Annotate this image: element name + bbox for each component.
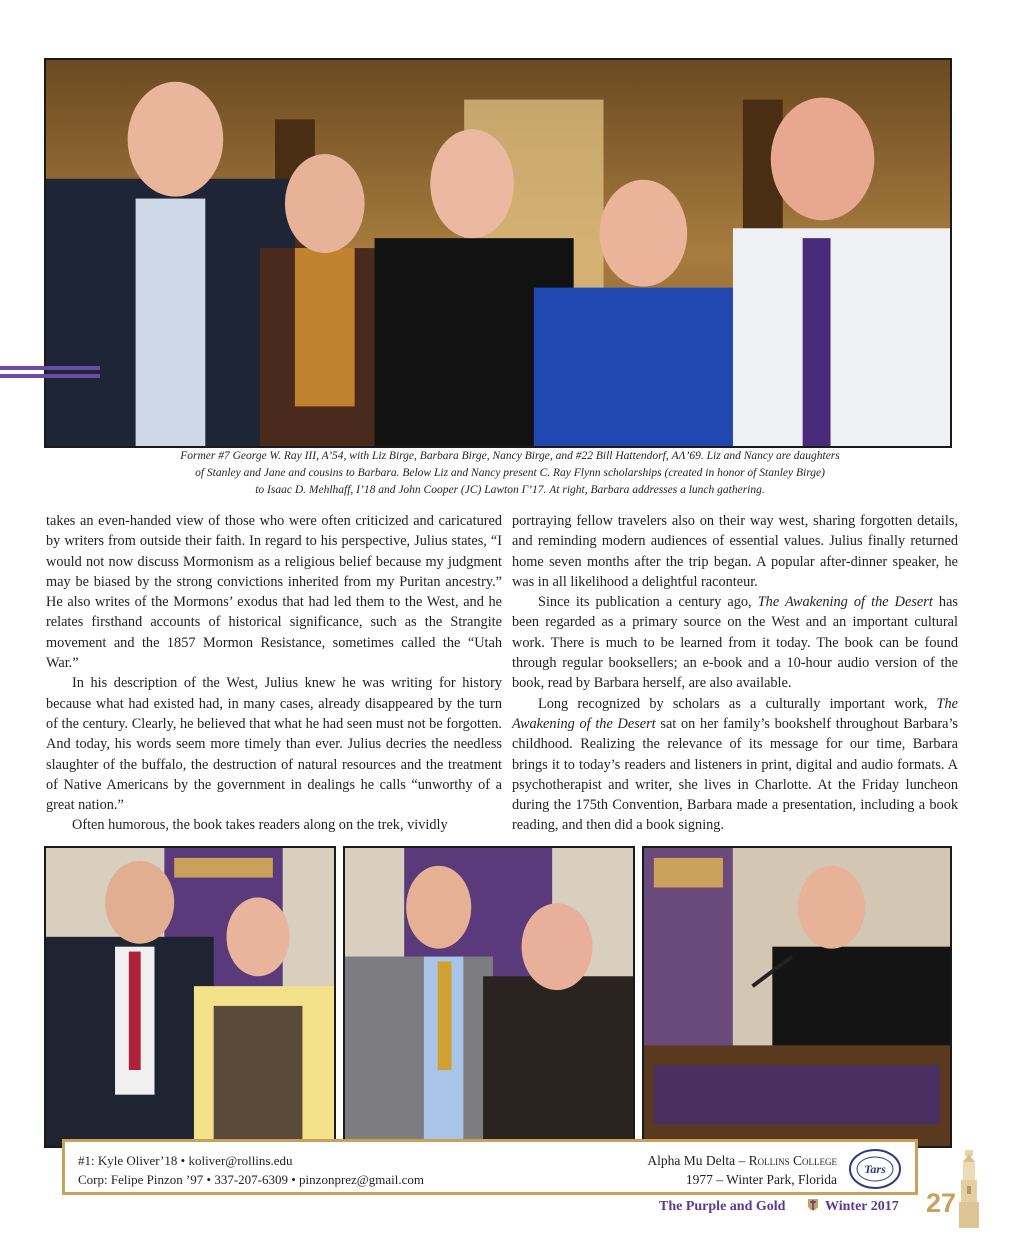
paragraph-text: has been regarded as a primary source on the West and an important cultural work. There is much to be learned from it today. The book can be found through regular booksellers; an e-book and a 10-hour audio version of the book, read by Barbara herself, are also available. bbox=[512, 594, 958, 692]
paragraph-text: Since its publication a century ago, bbox=[538, 594, 758, 611]
crest-icon bbox=[806, 1197, 820, 1215]
issue-season: Winter 2017 bbox=[825, 1199, 899, 1214]
chapter-info-box bbox=[62, 1139, 918, 1195]
paragraph-text: Long recognized by scholars as a culturally important work, bbox=[538, 695, 937, 712]
contact-line: Corp: Felipe Pinzon ’97 • 337-207-6309 • pinzonprez@gmail.com bbox=[78, 1172, 425, 1187]
purple-rule bbox=[0, 366, 100, 370]
article-column-right bbox=[512, 511, 958, 836]
book-title: The Awakening of the Desert bbox=[757, 594, 933, 611]
paragraph: portraying fellow travelers also on their way west, sharing forgotten details, and reminding modern audiences of essential values. Julius finally returned home seven months after the trip began. A popular after-dinner speaker, he was in all likelihood a delightful raconteur. bbox=[512, 513, 958, 590]
page-number: 27 bbox=[926, 1188, 957, 1218]
purple-rule bbox=[0, 374, 100, 378]
caption-line: Former #7 George W. Ray III, A’54, with Liz Birge, Barbara Birge, Nancy Birge, and #22 Bill Hattendorf, ΑΛ’69. Liz and Nancy are daughters bbox=[180, 450, 840, 462]
paragraph: In his description of the West, Julius knew he was writing for history because what had existed had, in many cases, already disappeared by the turn of the century. Clearly, he believed that what he had seen must not be forgotten. And today, his words seem more timely than ever. Julius decries the needless slaughter of the buffalo, the destruction of natural resources and the treatment of Native Americans by the government in dealings he calls “unworthy of a great nation.” bbox=[46, 675, 502, 814]
paragraph: Often humorous, the book takes readers along on the trek, vividly bbox=[72, 817, 448, 834]
college-name: Rollins College bbox=[748, 1153, 837, 1168]
paragraph bbox=[512, 694, 958, 836]
luncheon-photo bbox=[642, 846, 952, 1148]
contact-info bbox=[78, 1151, 424, 1189]
paragraph-text: sat on her family’s bookshelf throughout Barbara’s childhood. Realizing the relevance of its message for our time, Barbara brings it to today’s readers and listeners in print, digital and audio formats. A psychotherapist and writer, she lives in Charlotte. At the Friday luncheon during the 175th Convention, Barbara made a presentation, including a book reading, and then did a book signing. bbox=[512, 715, 958, 834]
bell-tower-icon bbox=[955, 1148, 983, 1228]
magazine-title: The Purple and Gold bbox=[659, 1199, 786, 1214]
photo-caption bbox=[110, 448, 910, 499]
tars-logo-icon bbox=[847, 1147, 903, 1191]
paragraph bbox=[512, 592, 958, 693]
scholarship-photo-2 bbox=[343, 846, 635, 1148]
chapter-founded: 1977 – Winter Park, Florida bbox=[685, 1172, 837, 1187]
svg-text:Tars: Tars bbox=[864, 1162, 886, 1176]
caption-line: to Isaac D. Mehlhaff, I’18 and John Cooper (JC) Lawton Γ’17. At right, Barbara addresses a lunch gathering. bbox=[255, 484, 765, 496]
contact-line: #1: Kyle Oliver’18 • koliver@rollins.edu bbox=[78, 1153, 293, 1168]
book-title: The Awakening of the Desert bbox=[512, 695, 958, 732]
chapter-info bbox=[647, 1151, 837, 1189]
article-column-left bbox=[46, 511, 502, 836]
caption-line: of Stanley and Jane and cousins to Barbara. Below Liz and Nancy present C. Ray Flynn scholarships (created in honor of Stanley Birge) bbox=[195, 467, 825, 479]
chapter-name: Alpha Mu Delta – bbox=[647, 1153, 749, 1168]
paragraph: takes an even-handed view of those who were often criticized and caricatured by writers from outside their faith. In regard to his perspective, Julius states, “I would not now discuss Mormonism as a religious belief because my judgment may be biased by the strong convictions inherited from my Puritan ancestry.” He also writes of the Mormons’ exodus that had led them to the West, and he relates firsthand accounts of historical significance, such as the Strangite movement and the 1857 Mormon Resistance, sometimes called the “Utah War.” bbox=[46, 513, 502, 672]
scholarship-photo-1 bbox=[44, 846, 336, 1148]
group-photo bbox=[44, 58, 952, 448]
